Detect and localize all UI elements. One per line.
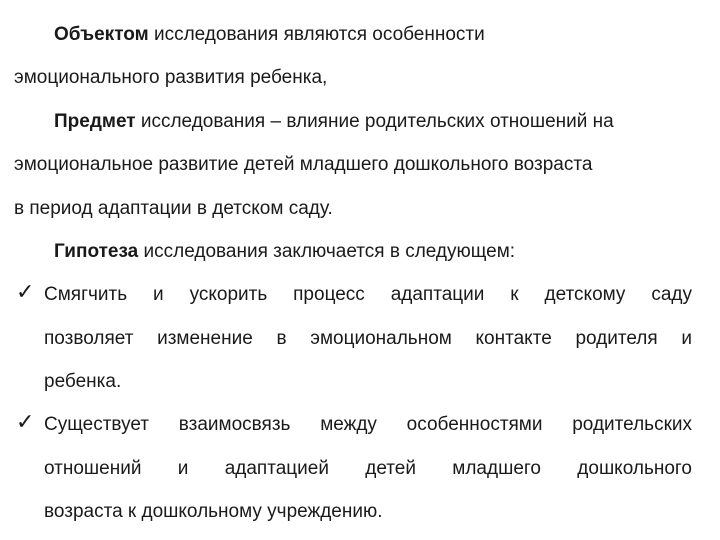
object-line-2: эмоционального развития ребенка, (14, 67, 328, 88)
object-term: Объектом (54, 24, 149, 45)
object-line-1 (54, 22, 485, 48)
hypothesis-line-1 (54, 239, 515, 265)
bullet-1-line-3: ребенка. (44, 371, 122, 392)
subject-line-3: в период адаптации в детском саду. (14, 198, 333, 219)
bullet-1-line-2: позволяет изменение в эмоциональном контакте родителя и (44, 328, 692, 349)
checkmark-icon: ✓ (16, 410, 35, 435)
bullet-2-line-1: Существует взаимосвязь между особенностями родительских (44, 414, 692, 435)
subject-line-1 (54, 109, 614, 135)
bullet-2-line-2: отношений и адаптацией детей младшего дошкольного (44, 458, 692, 479)
bullet-2-line-3: возраста к дошкольному учреждению. (44, 501, 383, 522)
bullet-1-line-1: Смягчить и ускорить процесс адаптации к детскому саду (44, 284, 692, 305)
subject-text: исследования – влияние родительских отношений на (135, 111, 614, 132)
object-text: исследования являются особенности (148, 24, 485, 45)
hypothesis-text: исследования заключается в следующем: (138, 241, 516, 262)
subject-line-2: эмоциональное развитие детей младшего дошкольного возраста (14, 154, 593, 175)
subject-term: Предмет (54, 111, 136, 132)
checkmark-icon: ✓ (16, 280, 35, 305)
hypothesis-term: Гипотеза (54, 241, 139, 262)
